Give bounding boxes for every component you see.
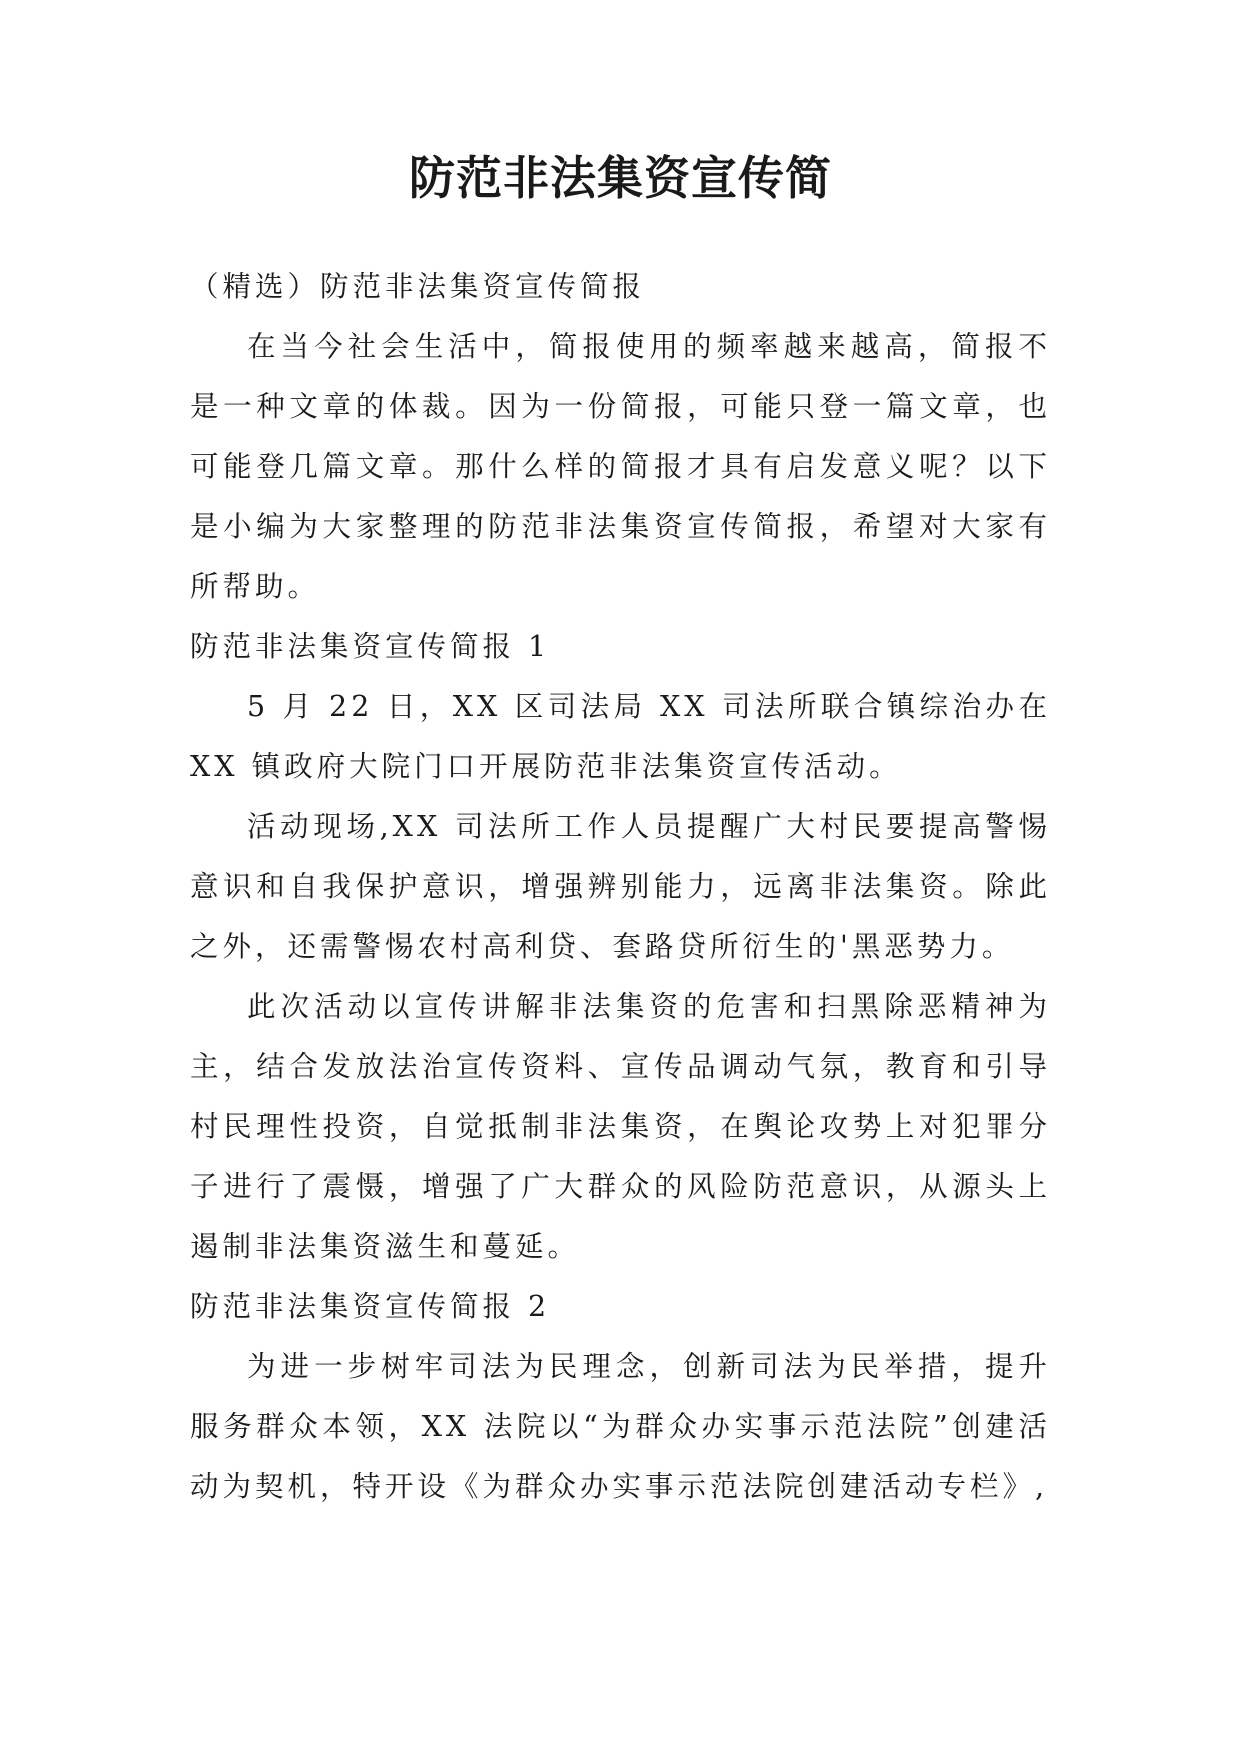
- intro-paragraph: 在当今社会生活中，简报使用的频率越来越高，简报不是一种文章的体裁。因为一份简报，可能只登一篇文章，也可能登几篇文章。那什么样的简报才具有启发意义呢？以下是小编为大家整理的防范非法集资宣传简报，希望对大家有所帮助。: [190, 330, 1051, 603]
- section-1-paragraph: 活动现场,XX 司法所工作人员提醒广大村民要提高警惕意识和自我保护意识，增强辨别能力，远离非法集资。除此之外，还需警惕农村高利贷、套路贷所衍生的'黑恶势力。: [190, 810, 1051, 963]
- document-subtitle: （精选）防范非法集资宣传简报: [190, 270, 646, 303]
- section-1-paragraph: 5 月 22 日，XX 区司法局 XX 司法所联合镇综治办在 XX 镇政府大院门口开展防范非法集资宣传活动。: [190, 690, 1051, 783]
- section-1: [190, 617, 1051, 1517]
- section-1-heading: 防范非法集资宣传简报 1: [190, 630, 551, 663]
- document-title: 防范非法集资宣传简: [409, 151, 832, 205]
- document-body: [190, 257, 1051, 617]
- section-2-heading: 防范非法集资宣传简报 2: [190, 1290, 551, 1323]
- section-1-paragraph: 此次活动以宣传讲解非法集资的危害和扫黑除恶精神为主，结合发放法治宣传资料、宣传品调动气氛，教育和引导村民理性投资，自觉抵制非法集资，在舆论攻势上对犯罪分子进行了震慑，增强了广大群众的风险防范意识，从源头上遏制非法集资滋生和蔓延。: [190, 990, 1051, 1263]
- section-2-paragraph: 为进一步树牢司法为民理念，创新司法为民举措，提升服务群众本领，XX 法院以“为群众办实事示范法院”创建活动为契机，特开设《为群众办实事示范法院创建活动专栏》,: [190, 1350, 1051, 1503]
